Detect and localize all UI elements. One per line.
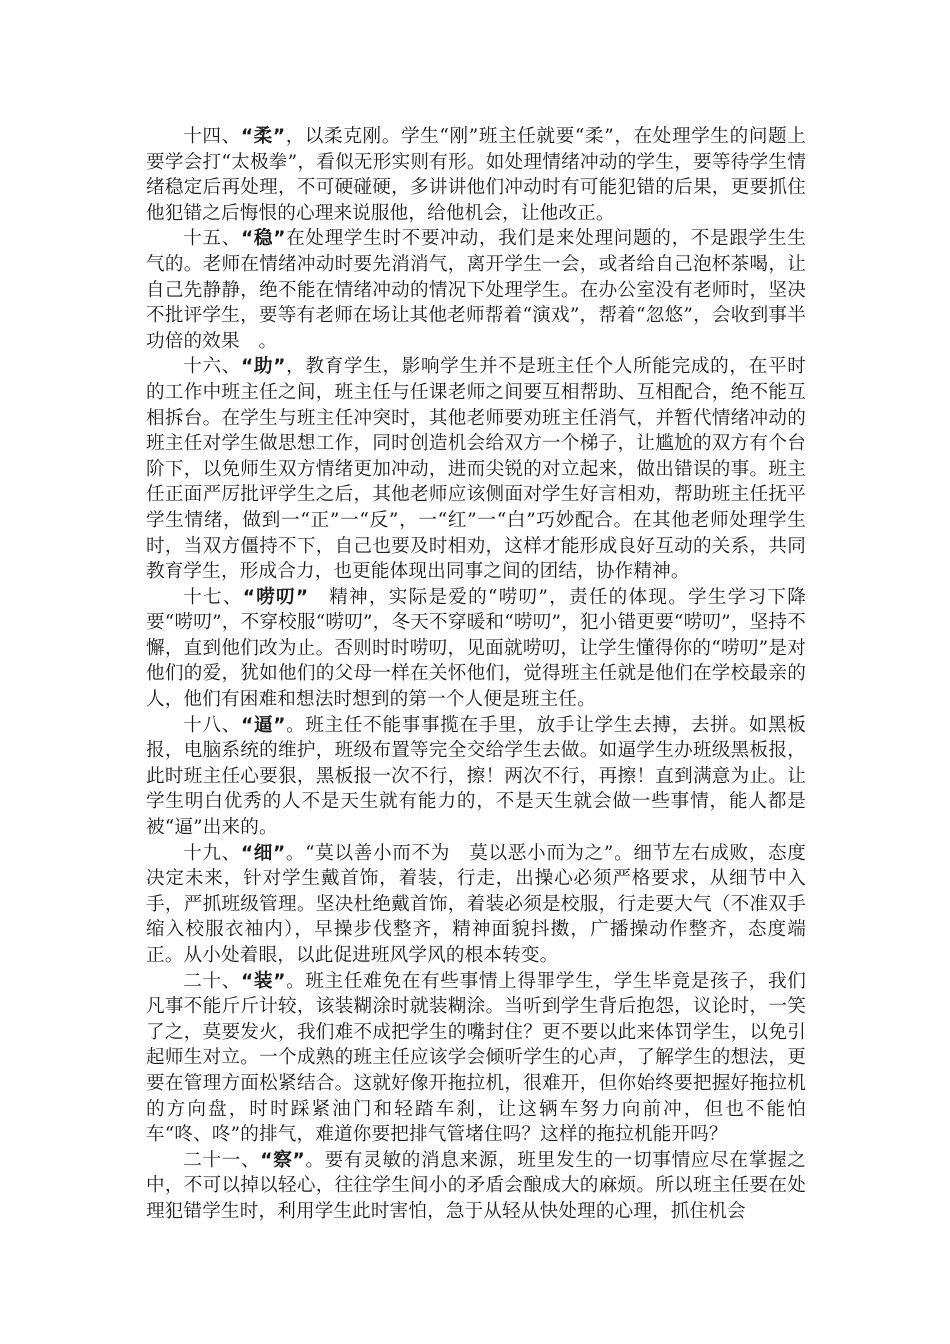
item-number: 十五、 — [183, 228, 242, 250]
keyword: “细” — [240, 842, 286, 864]
keyword: “逼” — [241, 714, 286, 736]
paragraph-text: ，教育学生，影响学生并不是班主任个人所能完成的，在平时的工作中班主任之间，班主任与任课老师之间要互相帮助、互相配合，绝不能互相拆台。在学生与班主任冲突时，其他老师要劝班主任消气，并暂代情绪冲动的班主任对学生做思想工作，同时创造机会给双方一个梯子，让尴尬的双方有个台阶下，以免师生双方情绪更加冲动，进而尖锐的对立起来，做出错误的事。班主任正面严厉批评学生之后，其他老师应该侧面对学生好言相劝，帮助班主任抚平学生情绪，做到一“正”一“反”，一“红”一“白”巧妙配合。在其他老师处理学生时，当双方僵持不下，自己也要及时相劝，这样才能形成良好互动的关系，共同教育学生，形成合力，也更能体现出同事之间的团结，协作精神。 — [146, 356, 806, 583]
paragraph-16 — [146, 354, 806, 584]
keyword: “察” — [260, 1149, 305, 1171]
paragraph-15 — [146, 226, 806, 354]
keyword: “唠叨” — [242, 586, 309, 608]
paragraph-text: 。班主任难免在有些事情上得罪学生，学生毕竟是孩子，我们凡事不能斤斤计较，该装糊涂时就装糊涂。当听到学生背后抱怨，议论时，一笑了之，莫要发火，我们难不成把学生的嘴封住？更不要以此来体罚学生，以免引起师生对立。一个成熟的班主任应该学会倾听学生的心声，了解学生的想法，更要在管理方面松紧结合。这就好像开拖拉机，很难开，但你始终要把握好拖拉机的方向盘，时时踩紧油门和轻踏车刹，让这辆车努力向前冲，但也不能怕车“咚、咚”的排气，难道你要把排气管堵住吗？这样的拖拉机能开吗？ — [146, 970, 806, 1146]
paragraph-text: 精神，实际是爱的“唠叨”，责任的体现。学生学习下降要“唠叨”，不穿校服“唠叨”，冬天不穿暖和“唠叨”，犯小错更要“唠叨”，坚持不懈，直到他们改为止。否则时时唠叨，见面就唠叨，让学生懂得你的“唠叨”是对他们的爱，犹如他们的父母一样在关怀他们，觉得班主任就是他们在学校最亲的人，他们有困难和想法时想到的第一个人便是班主任。 — [146, 586, 806, 711]
keyword: “助” — [241, 356, 286, 378]
paragraph-text: ，以柔克刚。学生“刚”班主任就要“柔”，在处理学生的问题上要学会打“太极拳”，看似无形实则有形。如处理情绪冲动的学生，要等待学生情绪稳定后再处理，不可硬碰硬，多讲讲他们冲动时有可能犯错的后果，更要抓住他犯错之后悔恨的心理来说服他，给他机会，让他改正。 — [146, 126, 806, 224]
paragraph-20 — [146, 969, 806, 1148]
item-number: 二十、 — [183, 970, 242, 992]
paragraph-text: 。要有灵敏的消息来源，班里发生的一切事情应尽在掌握之中，不可以掉以轻心，往往学生间小的矛盾会酿成大的麻烦。所以班主任要在处理犯错学生时，利用学生此时害怕，急于从轻从快处理的心理，抓住机会 — [146, 1149, 806, 1222]
document-page — [146, 124, 806, 1225]
item-number: 十七、 — [183, 586, 243, 608]
paragraph-21 — [146, 1148, 806, 1225]
paragraph-19 — [146, 841, 806, 969]
paragraph-18 — [146, 713, 806, 841]
item-number: 十四、 — [183, 126, 241, 147]
paragraph-text: 。“莫以善小而不为 莫以恶小而为之”。细节左右成败，态度决定未来，针对学生戴首饰，着装，行走，出操心必须严格要求，从细节中入手，严抓班级管理。坚决杜绝戴首饰，着装必须是校服，行走要大气（不准双手缩入校服衣袖内），早操步伐整齐，精神面貌抖擞，广播操动作整齐，态度端正。从小处着眼，以此促进班风学风的根本转变。 — [146, 842, 806, 966]
paragraph-text: 在处理学生时不要冲动，我们是来处理问题的，不是跟学生生气的。老师在情绪冲动时要先消消气，离开学生一会，或者给自己泡杯茶喝，让自己先静静，绝不能在情绪冲动的情况下处理学生。在办公室没有老师时，坚决不批评学生，要等有老师在场让其他老师帮着“演戏”，帮着“忽悠”，会收到事半功倍的效果 。 — [146, 228, 806, 352]
keyword: “装” — [241, 970, 286, 992]
item-number: 十八、 — [183, 714, 242, 736]
item-number: 十六、 — [183, 356, 242, 378]
keyword: “柔” — [240, 126, 286, 147]
paragraph-14 — [146, 124, 806, 226]
paragraph-text: 。班主任不能事事揽在手里，放手让学生去搏，去拼。如黑板报，电脑系统的维护，班级布置等完全交给学生去做。如逼学生办班级黑板报，此时班主任心要狠，黑板报一次不行，擦！两次不行，再擦！直到满意为止。让学生明白优秀的人不是天生就有能力的，不是天生就会做一些事情，能人都是被“逼”出来的。 — [146, 714, 806, 839]
item-number: 十九、 — [183, 842, 241, 864]
item-number: 二十一、 — [183, 1149, 261, 1171]
keyword: “稳” — [241, 228, 286, 250]
paragraph-17 — [146, 585, 806, 713]
